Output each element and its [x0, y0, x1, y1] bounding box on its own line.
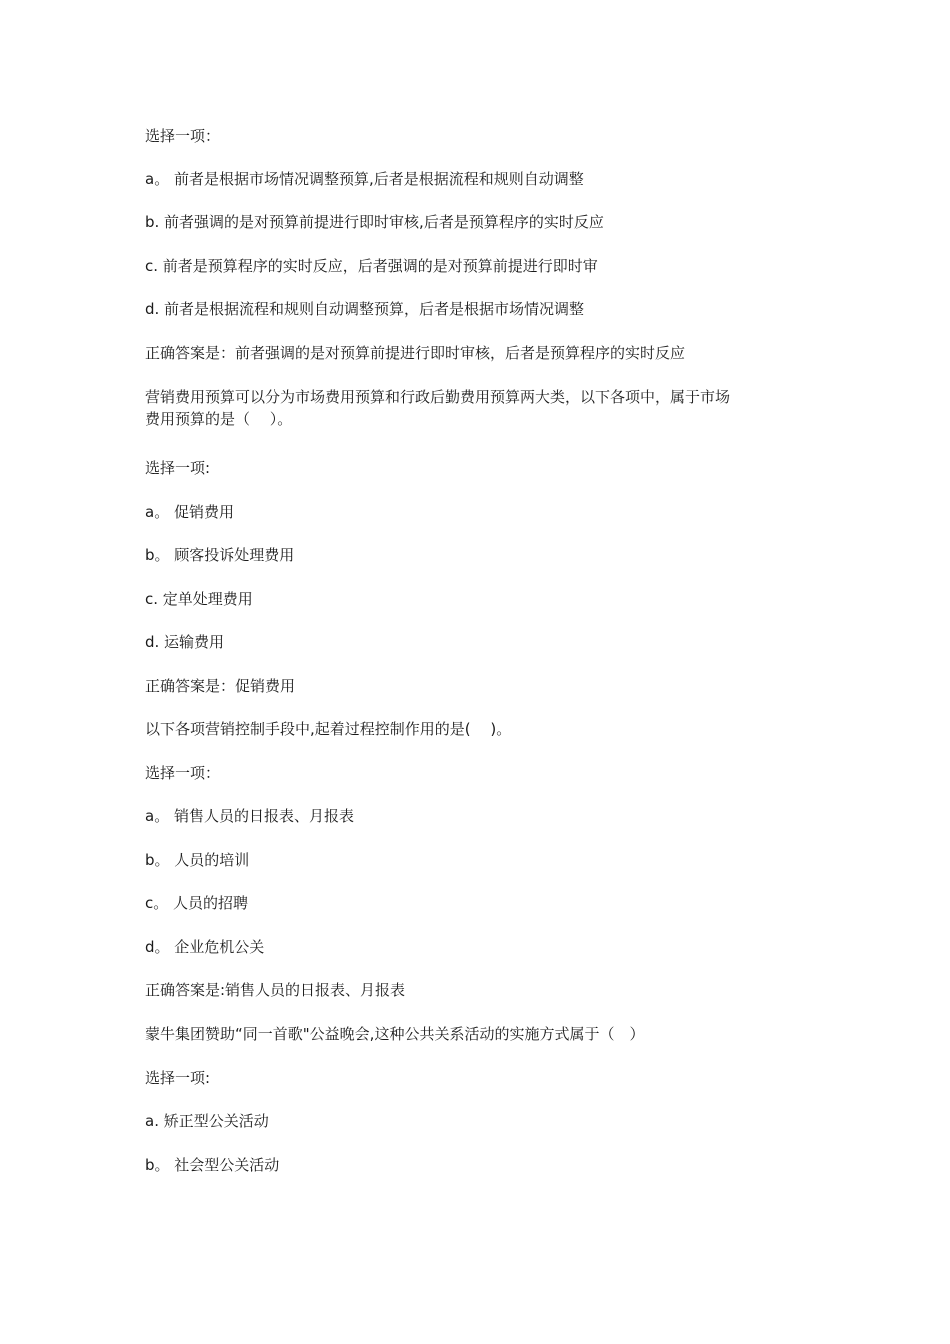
- option-d: d. 运输费用: [145, 633, 225, 651]
- option-b: b. 前者强调的是对预算前提进行即时审核,后者是预算程序的实时反应: [145, 213, 604, 231]
- question-text: 蒙牛集团赞助“同一首歌"公益晚会,这种公共关系活动的实施方式属于（ ）: [145, 1025, 645, 1043]
- correct-answer: 正确答案是:销售人员的日报表、月报表: [145, 981, 406, 999]
- correct-answer: 正确答案是：促销费用: [145, 677, 296, 695]
- choose-one-label: 选择一项:: [145, 459, 211, 477]
- option-b: b。 人员的培训: [145, 851, 250, 869]
- question-line: 费用预算的是（ ）。: [145, 410, 293, 428]
- question-text: 以下各项营销控制手段中,起着过程控制作用的是( )。: [145, 720, 512, 738]
- option-d: d. 前者是根据流程和规则自动调整预算，后者是根据市场情况调整: [145, 300, 585, 318]
- option-d: d。 企业危机公关: [145, 938, 265, 956]
- option-c: c。 人员的招聘: [145, 894, 249, 912]
- correct-answer: 正确答案是：前者强调的是对预算前提进行即时审核，后者是预算程序的实时反应: [145, 344, 686, 362]
- option-a: a。 促销费用: [145, 503, 234, 521]
- option-b: b。 顾客投诉处理费用: [145, 546, 295, 564]
- option-c: c. 定单处理费用: [145, 590, 253, 608]
- choose-one-label: 选择一项:: [145, 1069, 211, 1087]
- option-b: b。 社会型公关活动: [145, 1156, 280, 1174]
- option-a: a. 矫正型公关活动: [145, 1112, 269, 1130]
- choose-one-label: 选择一项：: [145, 127, 221, 145]
- option-a: a。 前者是根据市场情况调整预算,后者是根据流程和规则自动调整: [145, 170, 584, 188]
- option-c: c. 前者是预算程序的实时反应，后者强调的是对预算前提进行即时审: [145, 257, 598, 275]
- question-text: [145, 386, 815, 430]
- question-line: 营销费用预算可以分为市场费用预算和行政后勤费用预算两大类，以下各项中，属于市场: [145, 388, 731, 406]
- option-a: a。 销售人员的日报表、月报表: [145, 807, 354, 825]
- choose-one-label: 选择一项：: [145, 764, 221, 782]
